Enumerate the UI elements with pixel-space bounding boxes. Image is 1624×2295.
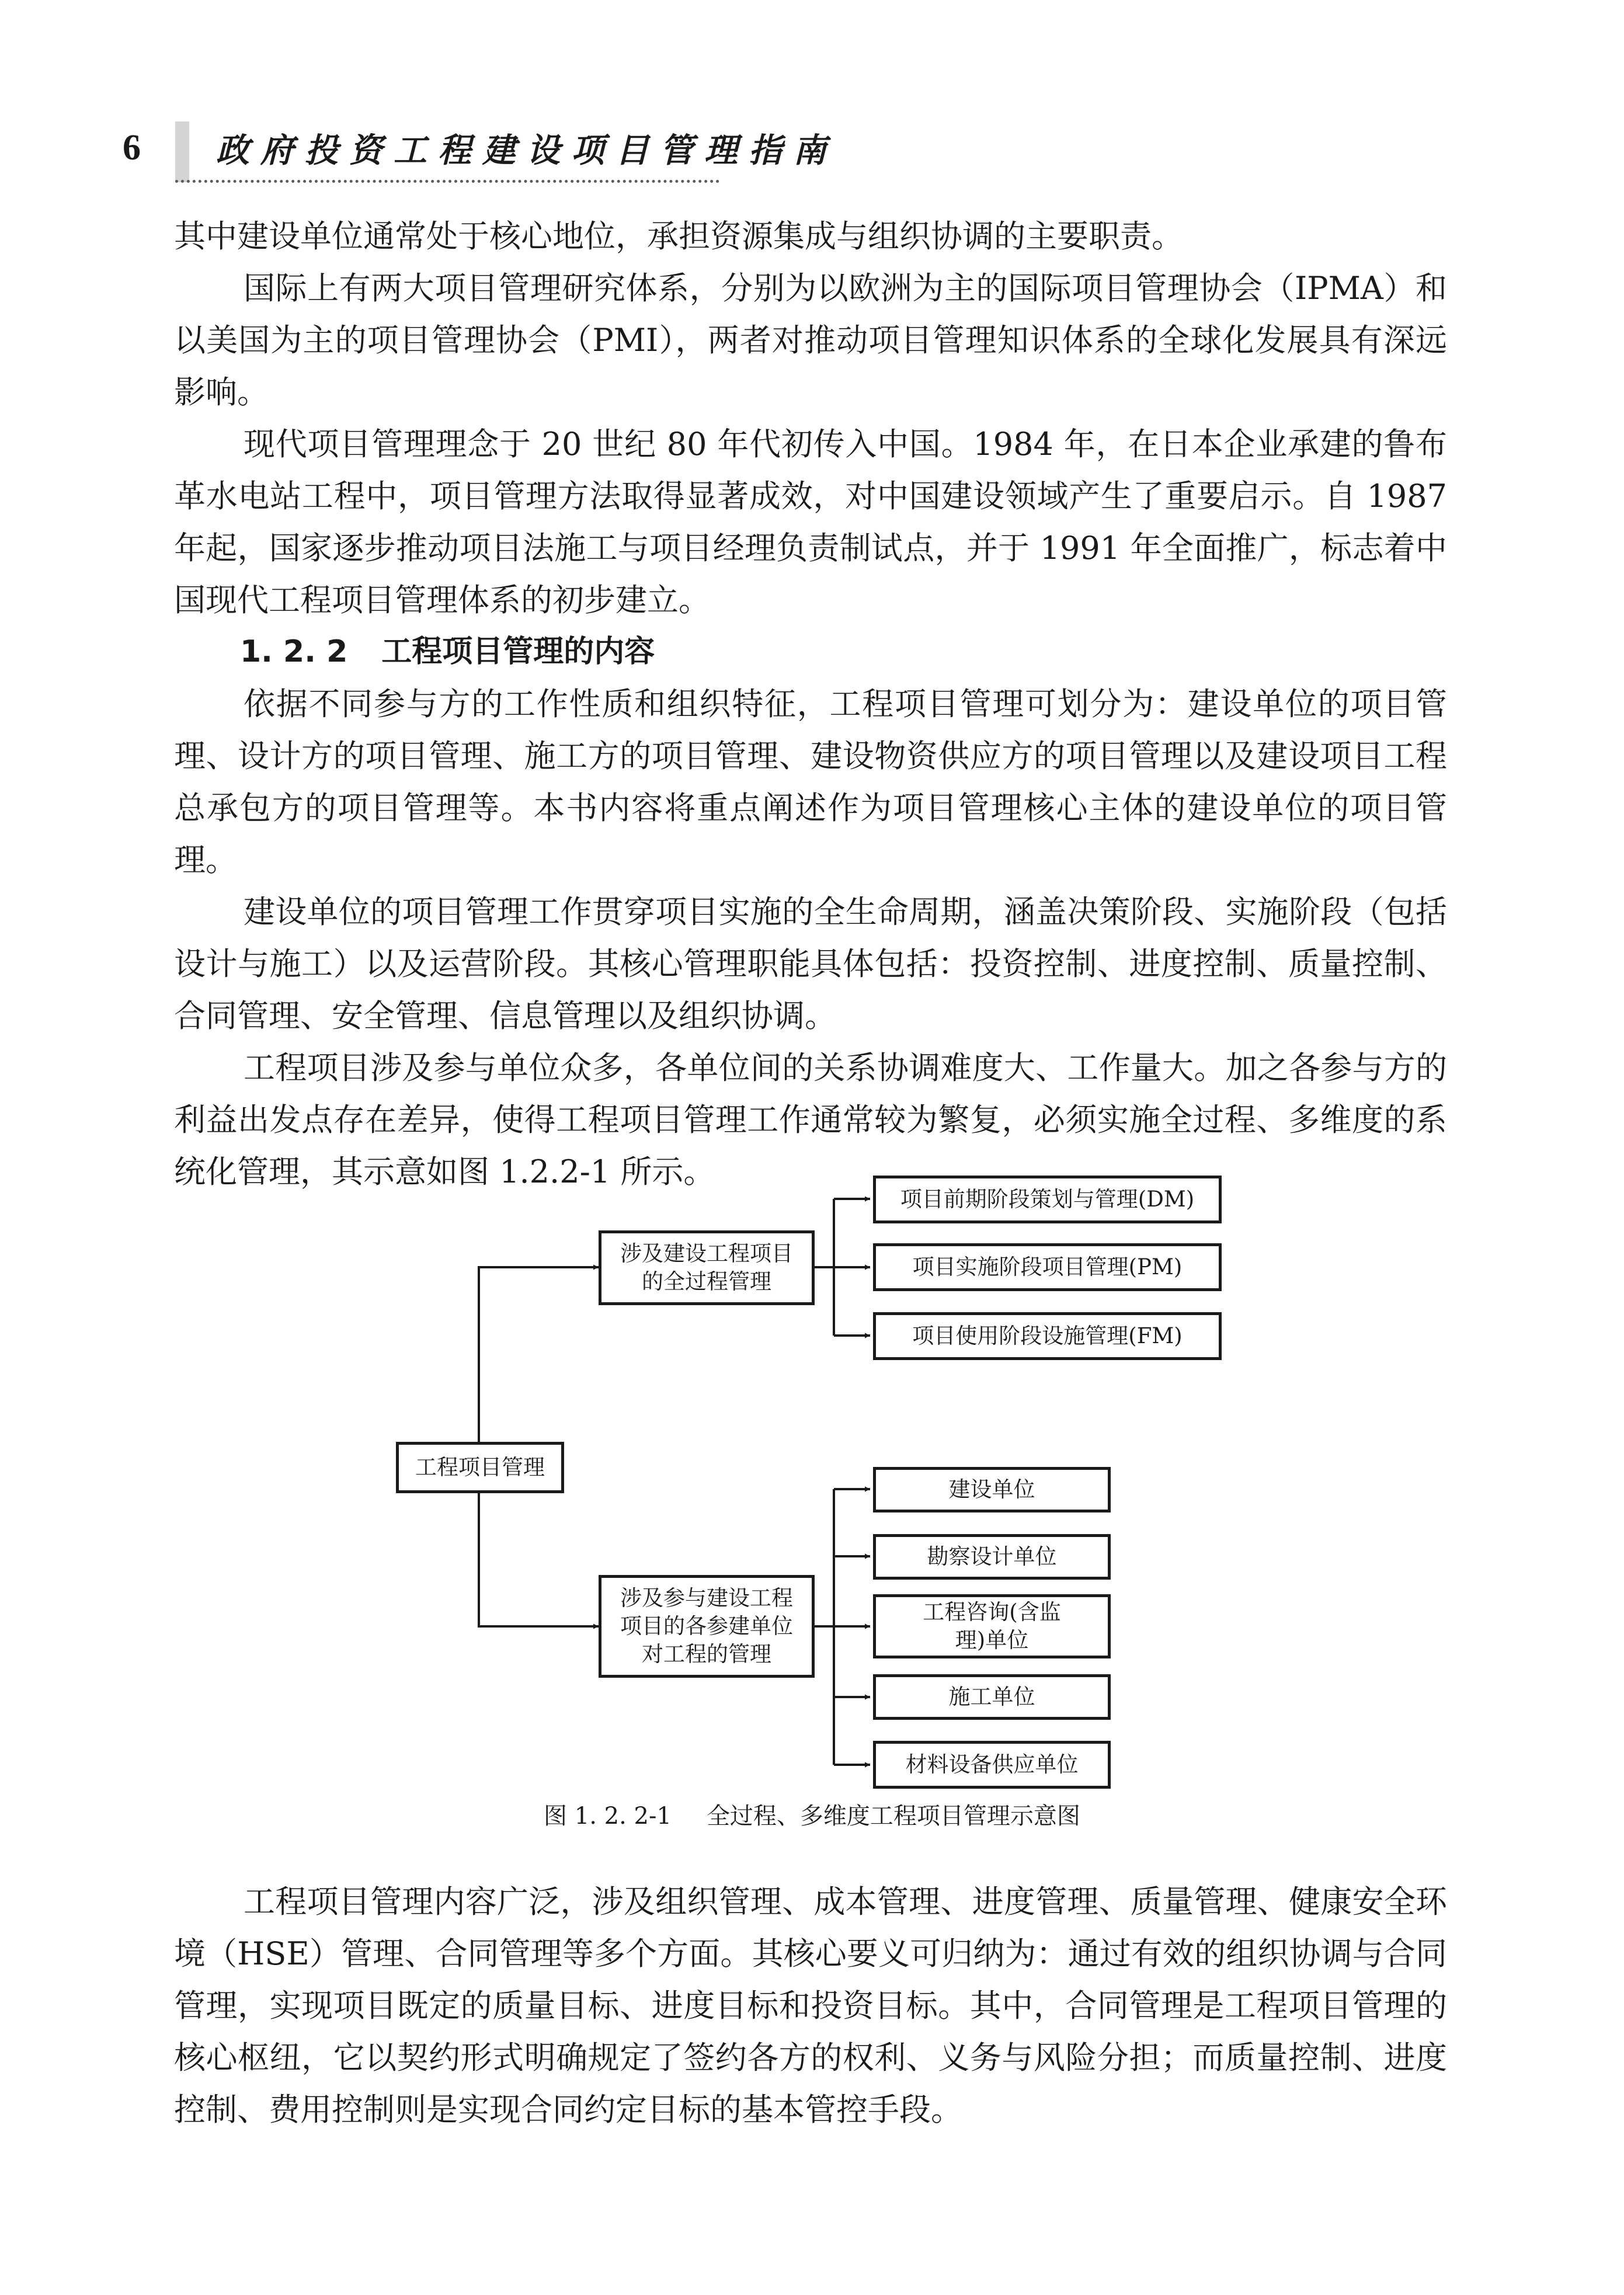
party-item-box [873,1534,1111,1580]
branch-parties-line: 对工程的管理 [642,1642,771,1667]
party-item-label: 材料设备供应单位 [905,1752,1079,1777]
process-item-box [873,1176,1222,1223]
process-item-label: 项目前期阶段策划与管理(DM) [900,1187,1195,1212]
party-item-box [873,1674,1111,1720]
branch-process-line: 的全过程管理 [642,1269,771,1294]
paragraph: 其中建设单位通常处于核心地位，承担资源集成与组织协调的主要职责。 [174,218,1183,255]
paragraph: 工程项目管理内容广泛，涉及组织管理、成本管理、进度管理、质量管理、健康安全环境（HSE）管理、合同管理等多个方面。其核心要义可归纳为：通过有效的组织协调与合同管理，实现项目既定的质量目标、进度目标和投资目标。其中，合同管理是工程项目管理的核心枢纽，它以契约形式明确规定了签约各方的权利、义务与风险分担；而质量控制、进度控制、费用控制则是实现合同约定目标的基本管控手段。 [174,1883,1447,2128]
body-text-top [174,210,1447,1198]
root-label: 工程项目管理 [415,1455,545,1480]
party-item-label: 理)单位 [955,1628,1029,1653]
header-dotted-rule [175,180,719,183]
running-title: 政府投资工程建设项目管理指南 [216,131,837,170]
figure-diagram [0,1159,1624,1866]
paragraph: 建设单位的项目管理工作贯穿项目实施的全生命周期，涵盖决策阶段、实施阶段（包括设计与施工）以及运营阶段。其核心管理职能具体包括：投资控制、进度控制、质量控制、合同管理、安全管理、信息管理以及组织协调。 [174,893,1447,1034]
paragraph: 依据不同参与方的工作性质和组织特征，工程项目管理可划分为：建设单位的项目管理、设计方的项目管理、施工方的项目管理、建设物资供应方的项目管理以及建设项目工程总承包方的项目管理等。本书内容将重点阐述作为项目管理核心主体的建设单位的项目管理。 [174,686,1447,878]
party-item-box [873,1467,1111,1512]
branch-process-line: 涉及建设工程项目 [620,1241,793,1266]
party-item-label: 工程咨询(含监 [923,1599,1061,1625]
caption-number: 图 1. 2. 2-1 [544,1803,672,1830]
branch-parties-box [599,1575,815,1678]
connector-root-process [479,1267,599,1442]
paragraph: 国际上有两大项目管理研究体系，分别为以欧洲为主的国际项目管理协会（IPMA）和以美国为主的项目管理协会（PMI），两者对推动项目管理知识体系的全球化发展具有深远影响。 [174,270,1447,411]
section-number: 1. 2. 2 [240,634,348,669]
caption-title: 全过程、多维度工程项目管理示意图 [706,1803,1080,1830]
section-heading [174,626,1447,678]
process-item-label: 项目实施阶段项目管理(PM) [912,1254,1183,1279]
process-item-box [873,1312,1222,1360]
party-item-box [873,1741,1111,1789]
body-text-bottom [174,1876,1447,2136]
party-item-label: 施工单位 [948,1684,1035,1709]
branch-parties-line: 项目的各参建单位 [620,1614,793,1639]
paragraph: 工程项目涉及参与单位众多，各单位间的关系协调难度大、工作量大。加之各参与方的利益出发点存在差异，使得工程项目管理工作通常较为繁复，必须实施全过程、多维度的系统化管理，其示意如图 1.2.2-1 所示。 [174,1049,1447,1190]
party-item-box [873,1594,1111,1658]
paragraph: 现代项目管理理念于 20 世纪 80 年代初传入中国。1984 年，在日本企业承建的鲁布革水电站工程中，项目管理方法取得显著成效，对中国建设领域产生了重要启示。自 1987 年起，国家逐步推动项目法施工与项目经理负责制试点，并于 1991 年全面推广，标志着中国现代工程项目管理体系的初步建立。 [174,426,1447,618]
root-box [396,1442,564,1493]
page-number: 6 [123,128,141,168]
branch-process-box [599,1230,815,1305]
process-item-box [873,1243,1222,1291]
party-item-label: 勘察设计单位 [927,1544,1057,1569]
branch-parties-line: 涉及参与建设工程 [620,1585,793,1611]
section-title: 工程项目管理的内容 [381,634,655,669]
party-item-label: 建设单位 [948,1477,1035,1502]
figure-caption [0,1799,1624,1834]
process-item-label: 项目使用阶段设施管理(FM) [912,1323,1183,1348]
page-header [0,0,1624,187]
header-bar [175,121,189,182]
connector-root-parties [479,1476,599,1626]
